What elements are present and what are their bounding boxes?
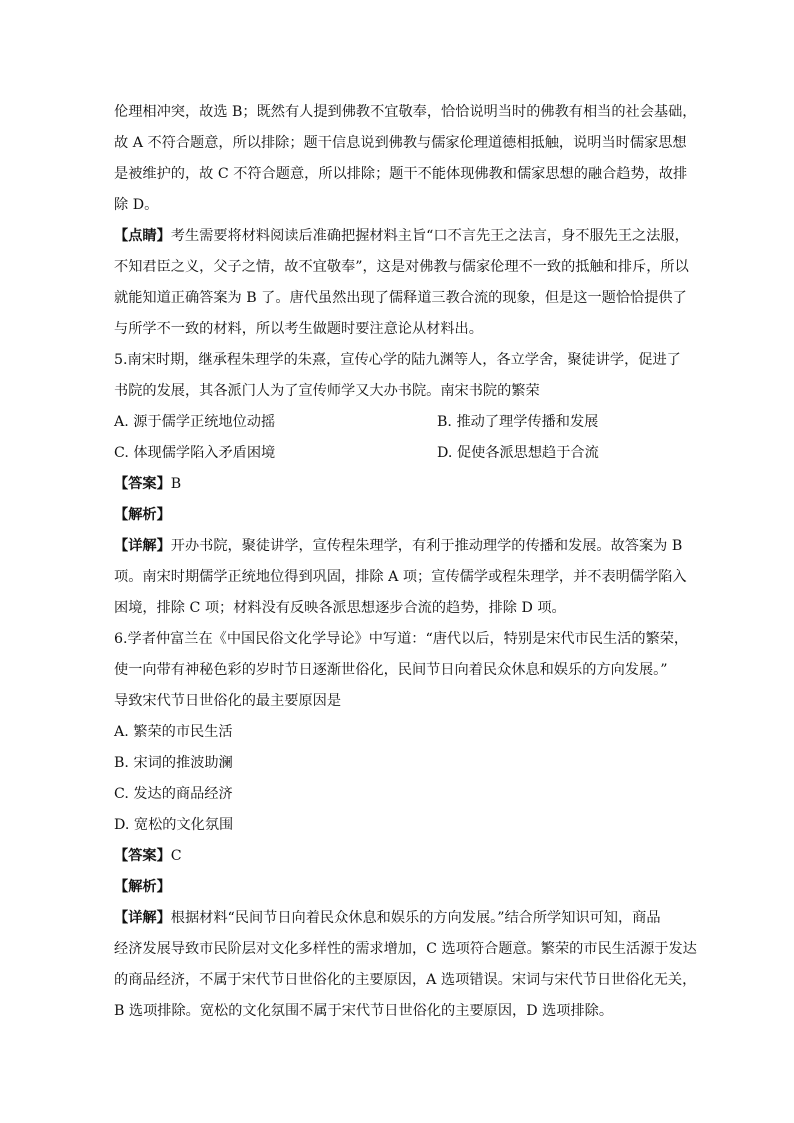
q4-note	[114, 221, 689, 345]
detail-line	[114, 903, 684, 934]
text-line: 与所学不一致的材料，所以考生做题时要注意论从材料出。	[114, 321, 483, 337]
detail-line: 项。南宋时期儒学正统地位得到巩固，排除 A 项；宣传儒学或程朱理学，并不表明儒学陷入	[114, 569, 687, 585]
detail-text: 根据材料“民间节日向着民众休息和娱乐的方向发展。”结合所学知识可知，商品	[170, 910, 661, 926]
analysis-tag: 【解析】	[114, 879, 171, 895]
option-a: A. 繁荣的市民生活	[114, 724, 233, 740]
question-stem-line: 6.学者仲富兰在《中国民俗文化学导论》中写道：“唐代以后，特别是宋代市民生活的繁荣，	[114, 631, 689, 647]
question-6	[114, 624, 697, 1027]
question-stem-line: 使一向带有神秘色彩的岁时节日逐渐世俗化，民间节日向着民众休息和娱乐的方向发展。”	[114, 662, 668, 678]
text-line: 就能知道正确答案为 B 了。唐代虽然出现了儒释道三教合流的现象，但是这一题恰恰提供了	[114, 290, 687, 306]
detail-line: 的商品经济，不属于宋代节日世俗化的主要原因，A 选项错误。宋词与宋代节日世俗化无关，	[114, 972, 697, 988]
analysis-tag: 【解析】	[114, 507, 171, 523]
answer-tag: 【答案】	[114, 476, 171, 492]
q4-analysis-continuation	[114, 97, 697, 221]
question-5	[114, 345, 687, 624]
detail-line	[114, 531, 684, 562]
detail-line: B 选项排除。宽松的文化氛围不属于宋代节日世俗化的主要原因，D 选项排除。	[114, 1003, 614, 1019]
text-line: 除 D。	[114, 197, 159, 213]
option-d: D. 促使各派思想趋于合流	[437, 445, 599, 461]
note-tag: 【点睛】	[114, 228, 171, 244]
detail-text: 开办书院，聚徒讲学，宣传程朱理学，有利于推动理学的传播和发展。故答案为 B	[170, 538, 683, 554]
text-line	[114, 221, 689, 252]
option-b: B. 推动了理学传播和发展	[437, 414, 599, 430]
note-text: 考生需要将材料阅读后准确把握材料主旨“口不言先王之法言，身不服先王之法服，	[170, 228, 689, 244]
detail-tag: 【详解】	[114, 910, 171, 926]
text-line: 伦理相冲突，故选 B；既然有人提到佛教不宜敬奉，恰恰说明当时的佛教有相当的社会基础，	[114, 104, 697, 120]
option-a: A. 源于儒学正统地位动摇	[114, 414, 276, 430]
question-options	[114, 407, 684, 469]
option-b: B. 宋词的推波助澜	[114, 755, 233, 771]
option-c: C. 体现儒学陷入矛盾困境	[114, 445, 276, 461]
question-stem-line: 书院的发展，其各派门人为了宣传师学又大办书院。南宋书院的繁荣	[114, 383, 540, 399]
page-content	[114, 97, 697, 1027]
question-stem-line: 5.南宋时期，继承程朱理学的朱熹，宣传心学的陆九渊等人，各立学舍，聚徒讲学，促进了	[114, 352, 681, 368]
text-line: 是被维护的，故 C 不符合题意，所以排除；题干不能体现佛教和儒家思想的融合趋势，故排	[114, 166, 688, 182]
text-line: 故 A 不符合题意，所以排除；题干信息说到佛教与儒家伦理道德相抵触，说明当时儒家思想	[114, 135, 687, 151]
answer-value: B	[170, 476, 182, 492]
text-line: 不知君臣之义，父子之情，故不宜敬奉”，这是对佛教与儒家伦理不一致的抵触和排斥，所以	[114, 259, 689, 275]
answer-tag: 【答案】	[114, 848, 171, 864]
detail-tag: 【详解】	[114, 538, 171, 554]
detail-line: 困境，排除 C 项；材料没有反映各派思想逐步合流的趋势，排除 D 项。	[114, 600, 566, 616]
answer-value: C	[170, 848, 182, 864]
option-c: C. 发达的商品经济	[114, 786, 233, 802]
answer-line	[114, 841, 684, 872]
option-d: D. 宽松的文化氛围	[114, 817, 234, 833]
question-stem-line: 导致宋代节日世俗化的最主要原因是	[114, 693, 342, 709]
detail-line: 经济发展导致市民阶层对文化多样性的需求增加，C 选项符合题意。繁荣的市民生活源于发达	[114, 941, 697, 957]
answer-line	[114, 469, 684, 500]
